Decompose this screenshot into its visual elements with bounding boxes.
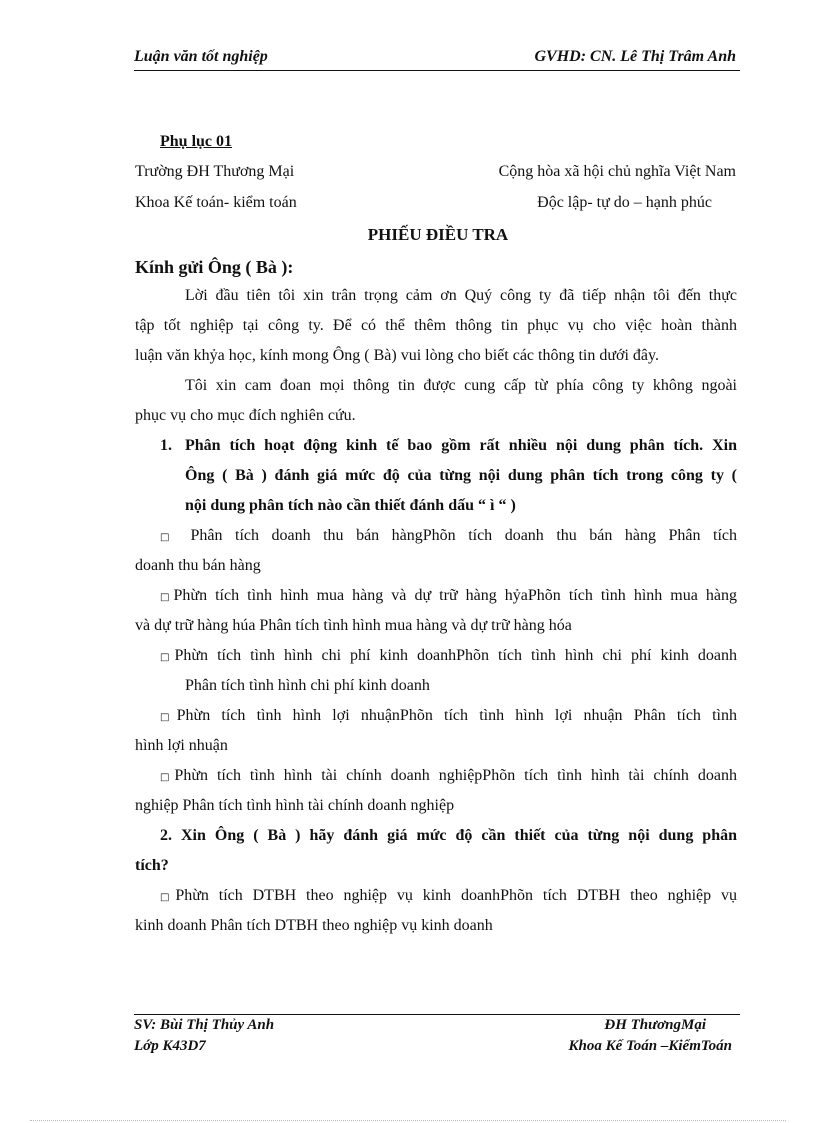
question-1-number: 1. — [160, 437, 172, 454]
intro-line: Lời đầu tiên tôi xin trân trọng cảm ơn Quý công ty đã tiếp nhận tôi đến thực — [185, 287, 737, 304]
school-name: Trường ĐH Thương Mại — [135, 163, 295, 180]
checkbox-icon[interactable]: □ — [160, 652, 175, 663]
greeting: Kính gửi Ông ( Bà ): — [135, 257, 294, 277]
footer-faculty: Khoa Kế Toán –KiểmToán — [568, 1038, 732, 1054]
option-item-continuation: nghiệp Phân tích tình hình tài chính doanh nghiệp — [135, 797, 455, 814]
footer-student: SV: Bùi Thị Thủy Anh — [134, 1017, 275, 1033]
question-1-line: nội dung phân tích nào cần thiết đánh dấu “ ì “ ) — [185, 497, 516, 514]
option-item-continuation: và dự trữ hàng húa Phân tích tình hình mua hàng và dự trữ hàng hóa — [135, 617, 572, 634]
intro-line: tập tốt nghiệp tại công ty. Để có thể thêm thông tin phục vụ cho việc hoàn thành — [135, 317, 737, 334]
footer-rule — [134, 1014, 740, 1015]
footer-university: ĐH ThươngMại — [604, 1017, 706, 1033]
question-2-line: 2. Xin Ông ( Bà ) hãy đánh giá mức độ cần thiết của từng nội dung phân — [160, 827, 737, 844]
checkbox-icon[interactable]: □ — [160, 892, 176, 903]
checkbox-icon[interactable]: □ — [160, 772, 175, 783]
faculty-name: Khoa Kế toán- kiểm toán — [135, 194, 297, 211]
page-bottom-edge — [30, 1120, 786, 1121]
option-item-continuation: Phân tích tình hình chi phí kinh doanh — [185, 677, 430, 694]
intro-line: phục vụ cho mục đích nghiên cứu. — [135, 407, 356, 424]
header-left: Luận văn tốt nghiệp — [134, 48, 268, 65]
option-item-continuation: kinh doanh Phân tích DTBH theo nghiệp vụ kinh doanh — [135, 917, 493, 934]
question-1-line: Phân tích hoạt động kinh tế bao gồm rất nhiều nội dung phân tích. Xin — [185, 437, 737, 454]
option-item[interactable]: □Phừn tích DTBH theo nghiệp vụ kinh doanhPhõn tích DTBH theo nghiệp vụ — [160, 887, 738, 904]
option-item-continuation: hình lợi nhuận — [135, 737, 228, 754]
option-item-continuation: doanh thu bán hàng — [135, 557, 261, 574]
option-item[interactable]: □Phừn tích tình hình chi phí kinh doanhPhõn tích tình hình chi phí kinh doanh — [160, 647, 738, 664]
option-item[interactable]: □Phừn tích tình hình tài chính doanh nghiệpPhõn tích tình hình tài chính doanh — [160, 767, 737, 784]
checkbox-icon[interactable]: □ — [160, 532, 178, 543]
intro-line: luận văn khỷa học, kính mong Ông ( Bà) vui lòng cho biết các thông tin dưới đây. — [135, 347, 659, 364]
header-rule — [134, 70, 740, 71]
intro-line: Tôi xin cam đoan mọi thông tin được cung cấp từ phía công ty không ngoài — [185, 377, 737, 394]
option-item[interactable]: □ Phân tích doanh thu bán hàngPhõn tích doanh thu bán hàng Phân tích — [160, 527, 738, 544]
checkbox-icon[interactable]: □ — [160, 592, 174, 603]
question-1-line: Ông ( Bà ) đánh giá mức độ của từng nội dung phân tích trong công ty ( — [185, 467, 737, 484]
appendix-label: Phụ lục 01 — [160, 133, 233, 150]
option-item[interactable]: □Phừn tích tình hình lợi nhuậnPhõn tích tình hình lợi nhuận Phân tích tình — [160, 707, 737, 724]
question-2-line: tích? — [135, 857, 169, 874]
nation-name: Cộng hòa xã hội chủ nghĩa Việt Nam — [498, 163, 736, 180]
checkbox-icon[interactable]: □ — [160, 712, 177, 723]
header-right: GVHD: CN. Lê Thị Trâm Anh — [534, 48, 736, 65]
motto: Độc lập- tự do – hạnh phúc — [537, 194, 712, 211]
footer-class: Lớp K43D7 — [134, 1038, 206, 1054]
document-title: PHIẾU ĐIỀU TRA — [367, 225, 509, 244]
option-item[interactable]: □Phừn tích tình hình mua hàng và dự trữ hàng hỷaPhõn tích tình hình mua hàng — [160, 587, 738, 604]
